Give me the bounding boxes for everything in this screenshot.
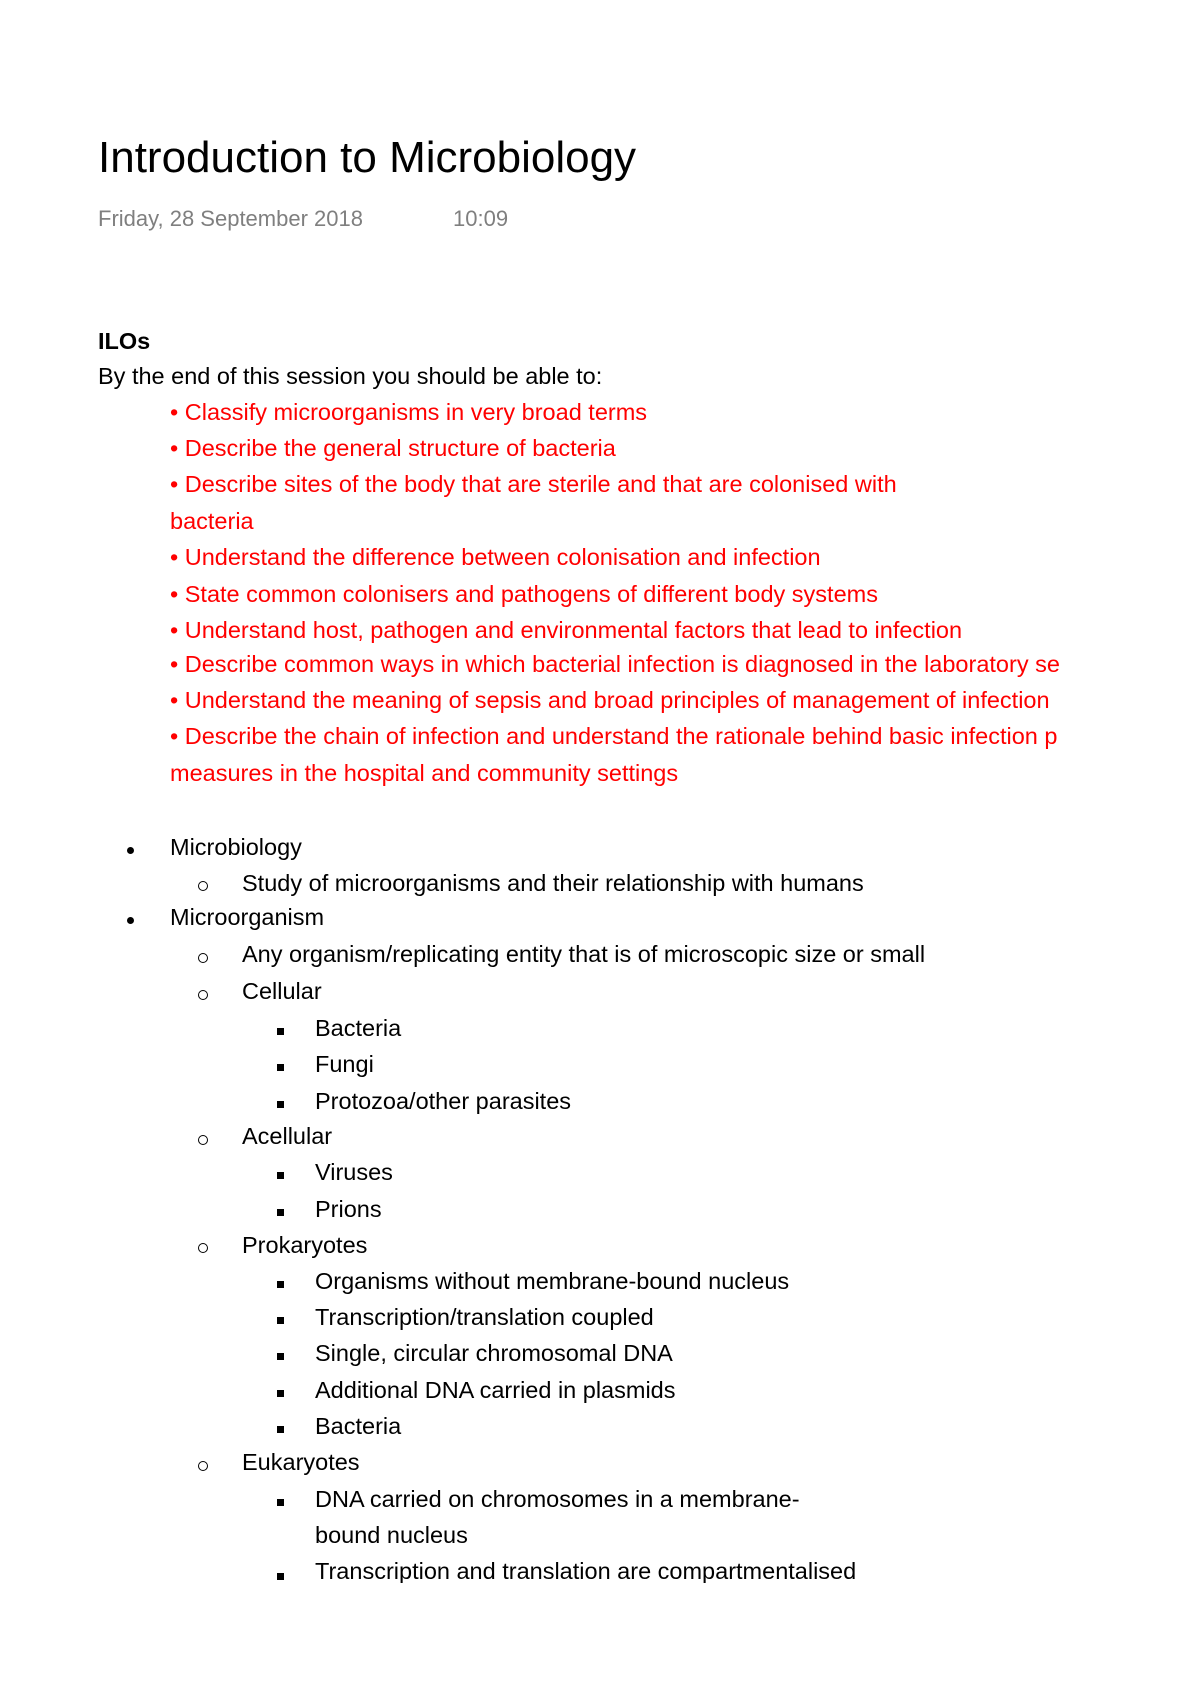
ilos-heading: ILOs (98, 328, 151, 354)
page-date: Friday, 28 September 2018 (98, 206, 363, 231)
ilo-item: • Understand host, pathogen and environmental factors that lead to infection (170, 617, 963, 643)
list-item: Single, circular chromosomal DNA (315, 1340, 673, 1366)
list-item: Study of microorganisms and their relationship with humans (242, 870, 864, 896)
bullet-circle-icon (198, 1243, 208, 1253)
bullet-circle-icon (198, 881, 208, 891)
list-item-cellular: Cellular (242, 978, 322, 1004)
list-item-eukaryotes: Eukaryotes (242, 1449, 360, 1475)
ilo-item: • Understand the difference between colonisation and infection (170, 544, 821, 570)
bullet-disc-icon (127, 847, 134, 854)
ilo-item: • Describe sites of the body that are sterile and that are colonised with (170, 471, 897, 497)
list-item: DNA carried on chromosomes in a membrane- (315, 1486, 800, 1512)
list-item: Bacteria (315, 1413, 402, 1439)
ilo-item: • Classify microorganisms in very broad terms (170, 399, 648, 425)
list-item: Prions (315, 1196, 382, 1222)
list-item-acellular: Acellular (242, 1123, 333, 1149)
list-item: Additional DNA carried in plasmids (315, 1377, 676, 1403)
ilo-item: • Understand the meaning of sepsis and broad principles of management of infection (170, 687, 1050, 713)
bullet-circle-icon (198, 953, 208, 963)
bullet-square-icon (277, 1499, 284, 1506)
list-item: Transcription/translation coupled (315, 1304, 654, 1330)
ilo-item: • Describe the chain of infection and understand the rationale behind basic infection p (170, 723, 1058, 749)
ilo-item: • Describe common ways in which bacterial infection is diagnosed in the laboratory se (170, 651, 1060, 677)
list-item: Bacteria (315, 1015, 402, 1041)
page-title: Introduction to Microbiology (98, 133, 637, 182)
ilo-item: • Describe the general structure of bacteria (170, 435, 616, 461)
list-item: Fungi (315, 1051, 374, 1077)
bullet-circle-icon (198, 990, 208, 1000)
bullet-square-icon (277, 1028, 284, 1035)
ilos-intro: By the end of this session you should be able to: (98, 363, 603, 389)
bullet-square-icon (277, 1390, 284, 1397)
bullet-square-icon (277, 1172, 284, 1179)
bullet-square-icon (277, 1573, 284, 1580)
bullet-circle-icon (198, 1135, 208, 1145)
bullet-circle-icon (198, 1461, 208, 1471)
list-item-continuation: bound nucleus (315, 1522, 468, 1548)
ilo-item: • State common colonisers and pathogens of different body systems (170, 581, 878, 607)
list-item: Organisms without membrane-bound nucleus (315, 1268, 790, 1294)
bullet-disc-icon (127, 917, 134, 924)
bullet-square-icon (277, 1209, 284, 1216)
list-item: Protozoa/other parasites (315, 1088, 572, 1114)
bullet-square-icon (277, 1426, 284, 1433)
list-item-prokaryotes: Prokaryotes (242, 1232, 368, 1258)
bullet-square-icon (277, 1317, 284, 1324)
ilo-item-continuation: measures in the hospital and community settings (170, 760, 679, 786)
bullet-square-icon (277, 1353, 284, 1360)
bullet-square-icon (277, 1064, 284, 1071)
ilo-item-continuation: bacteria (170, 508, 254, 534)
list-item-microorganism: Microorganism (170, 904, 325, 930)
list-item: Any organism/replicating entity that is of microscopic size or small (242, 941, 926, 967)
list-item-microbiology: Microbiology (170, 834, 302, 860)
list-item: Viruses (315, 1159, 393, 1185)
page-time: 10:09 (453, 206, 509, 231)
list-item: Transcription and translation are compartmentalised (315, 1558, 857, 1583)
bullet-square-icon (277, 1281, 284, 1288)
bullet-square-icon (277, 1101, 284, 1108)
